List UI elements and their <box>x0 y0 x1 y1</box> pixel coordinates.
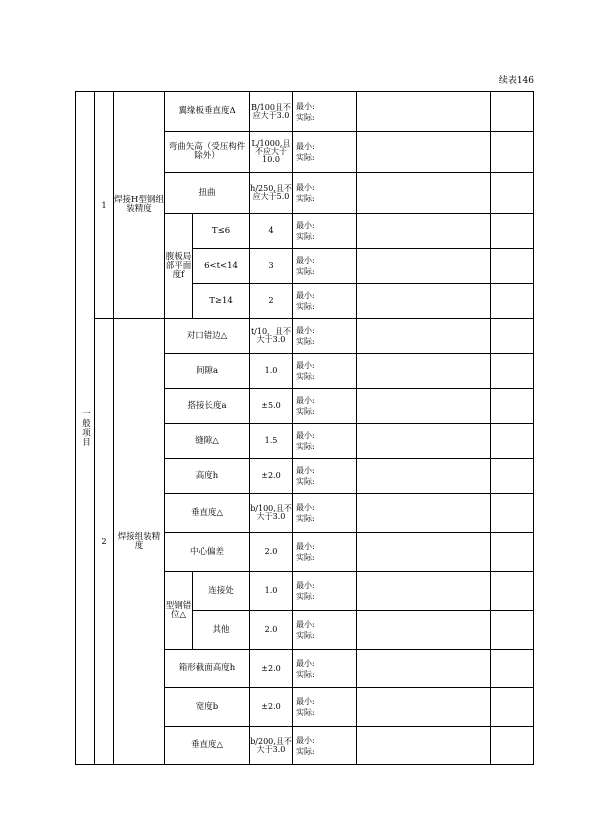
min-label: 最小: <box>296 221 315 230</box>
min-label: 最小: <box>296 658 315 668</box>
min-label: 最小: <box>296 503 315 512</box>
actual-label: 实际: <box>296 669 315 679</box>
blank-cell <box>491 533 534 572</box>
actual-label: 实际: <box>296 553 315 562</box>
min-label: 最小: <box>296 326 315 335</box>
actual-label: 实际: <box>296 746 315 756</box>
blank-cell <box>491 459 534 494</box>
blank-cell <box>357 284 491 319</box>
measured-cell <box>293 494 357 533</box>
standard-value: ±5.0 <box>250 389 293 424</box>
check-item: 高度h <box>165 459 250 494</box>
actual-label: 实际: <box>296 477 315 486</box>
check-item: 垂直度△ <box>165 727 250 765</box>
inspection-table <box>75 91 534 765</box>
actual-label: 实际: <box>296 153 315 162</box>
standard-value: L/1000,且不应大于10.0 <box>250 132 293 173</box>
table-row <box>76 319 534 354</box>
sub-item-label: 腹板局部平面度f <box>165 214 193 319</box>
group-number: 1 <box>95 92 114 319</box>
measured-cell <box>293 389 357 424</box>
blank-cell <box>357 727 491 765</box>
blank-cell <box>491 132 534 173</box>
measured-cell <box>293 533 357 572</box>
standard-value: 1.0 <box>250 354 293 389</box>
blank-cell <box>357 132 491 173</box>
group-title: 焊接H型钢组装精度 <box>114 92 165 319</box>
check-item: 间隙a <box>165 354 250 389</box>
measured-cell <box>293 319 357 354</box>
actual-label: 实际: <box>296 302 315 311</box>
actual-label: 实际: <box>296 442 315 451</box>
condition: 连接处 <box>193 572 250 611</box>
standard-value: B/100且不应大于3.0 <box>250 92 293 132</box>
min-label: 最小: <box>296 542 315 551</box>
actual-label: 实际: <box>296 372 315 381</box>
check-item: 箱形截面高度h <box>165 650 250 688</box>
actual-label: 实际: <box>296 232 315 241</box>
check-item: 缝隙△ <box>165 424 250 459</box>
check-item: 翼缘板垂直度Δ <box>165 92 250 132</box>
standard-value: b/100,且不大于3.0 <box>250 494 293 533</box>
blank-cell <box>357 92 491 132</box>
blank-cell <box>491 650 534 688</box>
blank-cell <box>357 173 491 214</box>
measured-cell <box>293 354 357 389</box>
blank-cell <box>491 249 534 284</box>
standard-value: 2.0 <box>250 533 293 572</box>
blank-cell <box>357 389 491 424</box>
blank-cell <box>491 354 534 389</box>
table-row <box>76 92 534 132</box>
standard-value: h/250,且不应大于5.0 <box>250 173 293 214</box>
check-item: 弯曲矢高（受压构件除外） <box>165 132 250 173</box>
measured-cell <box>293 688 357 727</box>
min-label: 最小: <box>296 183 315 192</box>
actual-label: 实际: <box>296 708 315 717</box>
min-label: 最小: <box>296 142 315 151</box>
blank-cell <box>357 611 491 650</box>
measured-cell <box>293 459 357 494</box>
blank-cell <box>491 284 534 319</box>
actual-label: 实际: <box>296 267 315 276</box>
blank-cell <box>491 92 534 132</box>
page-label: 续表146 <box>498 76 534 86</box>
min-label: 最小: <box>296 620 315 629</box>
blank-cell <box>491 214 534 249</box>
actual-label: 实际: <box>296 337 315 346</box>
blank-cell <box>491 572 534 611</box>
measured-cell <box>293 214 357 249</box>
measured-cell <box>293 572 357 611</box>
measured-cell <box>293 424 357 459</box>
standard-value: 1.5 <box>250 424 293 459</box>
min-label: 最小: <box>296 396 315 405</box>
min-label: 最小: <box>296 101 315 111</box>
min-label: 最小: <box>296 581 315 590</box>
sub-item-label: 型钢错位△ <box>165 572 193 650</box>
measured-cell <box>293 173 357 214</box>
standard-value: ±2.0 <box>250 650 293 688</box>
actual-label: 实际: <box>296 194 315 203</box>
blank-cell <box>491 173 534 214</box>
blank-cell <box>491 319 534 354</box>
check-item: 垂直度△ <box>165 494 250 533</box>
standard-value: t/10，且不大于3.0 <box>250 319 293 354</box>
check-item: 对口错边△ <box>165 319 250 354</box>
min-label: 最小: <box>296 466 315 475</box>
measured-cell <box>293 132 357 173</box>
check-item: 搭接长度a <box>165 389 250 424</box>
blank-cell <box>357 688 491 727</box>
blank-cell <box>357 354 491 389</box>
measured-cell <box>293 727 357 765</box>
blank-cell <box>491 727 534 765</box>
condition: 6<t<14 <box>193 249 250 284</box>
measured-cell <box>293 249 357 284</box>
standard-value: b/200,且不大于3.0 <box>250 727 293 765</box>
min-label: 最小: <box>296 361 315 370</box>
blank-cell <box>357 424 491 459</box>
condition: T≤6 <box>193 214 250 249</box>
blank-cell <box>357 249 491 284</box>
check-item: 扭曲 <box>165 173 250 214</box>
measured-cell <box>293 611 357 650</box>
actual-label: 实际: <box>296 514 315 523</box>
actual-label: 实际: <box>296 592 315 601</box>
blank-cell <box>357 533 491 572</box>
actual-label: 实际: <box>296 112 315 122</box>
blank-cell <box>491 494 534 533</box>
measured-cell <box>293 284 357 319</box>
standard-value: 1.0 <box>250 572 293 611</box>
min-label: 最小: <box>296 697 315 706</box>
standard-value: 2.0 <box>250 611 293 650</box>
section-label: 一般项目 <box>76 92 95 765</box>
condition: 其他 <box>193 611 250 650</box>
min-label: 最小: <box>296 431 315 440</box>
standard-value: 2 <box>250 284 293 319</box>
blank-cell <box>491 424 534 459</box>
standard-value: ±2.0 <box>250 688 293 727</box>
measured-cell <box>293 92 357 132</box>
standard-value: 3 <box>250 249 293 284</box>
measured-cell <box>293 650 357 688</box>
blank-cell <box>357 650 491 688</box>
check-item: 宽度b <box>165 688 250 727</box>
min-label: 最小: <box>296 735 315 745</box>
blank-cell <box>357 459 491 494</box>
blank-cell <box>357 214 491 249</box>
condition: T≥14 <box>193 284 250 319</box>
standard-value: 4 <box>250 214 293 249</box>
check-item: 中心偏差 <box>165 533 250 572</box>
blank-cell <box>357 572 491 611</box>
actual-label: 实际: <box>296 631 315 640</box>
blank-cell <box>357 494 491 533</box>
group-number: 2 <box>95 319 114 765</box>
blank-cell <box>491 611 534 650</box>
standard-value: ±2.0 <box>250 459 293 494</box>
min-label: 最小: <box>296 291 315 300</box>
blank-cell <box>491 688 534 727</box>
group-title: 焊接组装精度 <box>114 319 165 765</box>
blank-cell <box>491 389 534 424</box>
min-label: 最小: <box>296 256 315 265</box>
blank-cell <box>357 319 491 354</box>
actual-label: 实际: <box>296 407 315 416</box>
